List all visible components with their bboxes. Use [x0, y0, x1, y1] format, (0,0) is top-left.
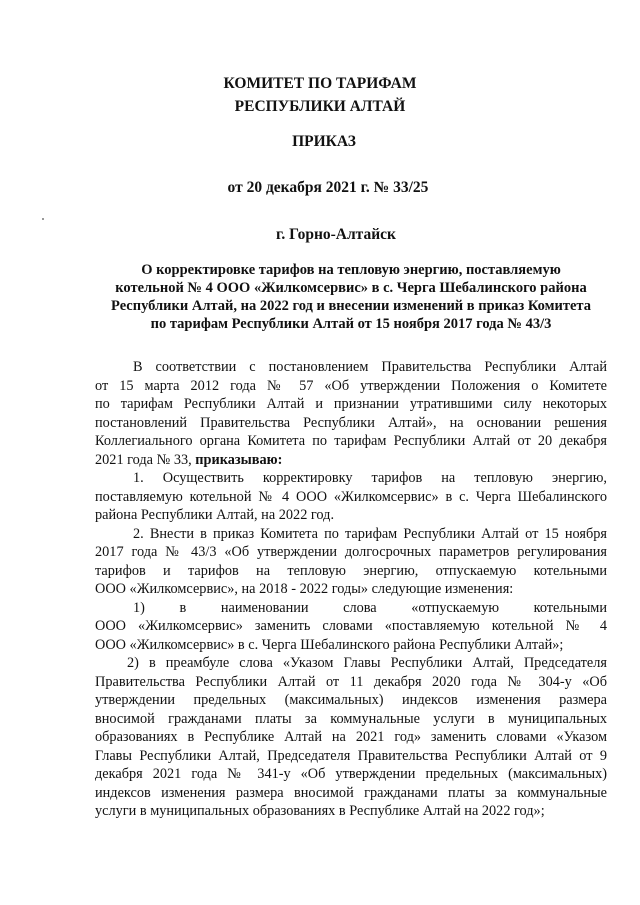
title-line: котельной № 4 ООО «Жилкомсервис» в с. Черга Шебалинского района: [115, 280, 587, 296]
order-verb: приказываю:: [195, 451, 283, 468]
order-body: [95, 358, 607, 821]
body-line: услуги в муниципальных образованиях в Республике Алтай на 2022 год»;: [95, 803, 545, 819]
body-line: 1. Осуществить корректировку тарифов на тепловую энергию,: [133, 470, 607, 486]
org-name-line2: РЕСПУБЛИКИ АЛТАЙ: [234, 98, 406, 115]
body-line: В соответствии с постановлением Правительства Республики Алтай: [133, 359, 607, 375]
title-line: О корректировке тарифов на тепловую энергию, поставляемую: [141, 262, 561, 278]
order-title: [96, 261, 606, 333]
body-line: по тарифам Республики Алтай и признании утратившими силу некоторых: [95, 396, 607, 412]
body-line: района Республики Алтай, на 2022 год.: [95, 507, 335, 523]
title-line: Республики Алтай, на 2022 год и внесении изменений в приказ Комитета: [111, 298, 591, 314]
org-name-line1: КОМИТЕТ ПО ТАРИФАМ: [223, 75, 417, 92]
body-line: 2017 года № 43/3 «Об утверждении долгосрочных параметров регулирования: [95, 544, 607, 560]
date-number: от 20 декабря 2021 г. № 33/25: [227, 179, 429, 196]
body-line: образованиях в Республике Алтай на 2021 год» заменить словами «Указом: [95, 729, 607, 745]
doc-type: ПРИКАЗ: [292, 133, 356, 150]
body-line: индексов изменения размера вносимой гражданами платы за коммунальные: [95, 784, 607, 801]
body-line: Коллегиального органа Комитета по тарифам Республики Алтай от 20 декабря: [95, 433, 607, 449]
body-line: ООО «Жилкомсервис», на 2018 - 2022 годы» следующие изменения:: [95, 581, 514, 597]
body-line: постановлений Правительства Республики Алтай», на основании решения: [95, 414, 607, 431]
body-line: Главы Республики Алтай, Председателя Правительства Республики Алтай от 9: [95, 747, 607, 764]
body-line: поставляемую котельной № 4 ООО «Жилкомсервис» в с. Черга Шебалинского: [95, 488, 607, 505]
body-line: ООО «Жилкомсервис» заменить словами «поставляемую котельной № 4: [95, 618, 607, 634]
body-line: утверждении предельных (максимальных) индексов изменения размера: [95, 692, 607, 708]
body-line: [95, 451, 607, 470]
title-line: по тарифам Республики Алтай от 15 ноября 2017 года № 43/3: [150, 316, 552, 332]
body-line: от 15 марта 2012 года № 57 «Об утверждении Положения о Комитете: [95, 377, 607, 394]
body-line: 2) в преамбуле слова «Указом Главы Республики Алтай, Председателя: [127, 655, 607, 671]
scan-mark: [42, 218, 44, 220]
body-line: декабря 2021 года № 341-у «Об утверждении предельных (максимальных): [95, 766, 607, 782]
body-line: ООО «Жилкомсервис» в с. Черга Шебалинского района Республики Алтай»;: [95, 636, 564, 653]
body-line: Правительства Республики Алтай от 11 декабря 2020 года № 304-у «Об: [95, 673, 607, 690]
body-line: 2. Внести в приказ Комитета по тарифам Республики Алтай от 15 ноября: [133, 525, 607, 542]
body-line: тарифов и тарифов на тепловую энергию, отпускаемую котельными: [95, 562, 607, 579]
body-line: 1) в наименовании слова «отпускаемую котельными: [133, 599, 607, 616]
city: г. Горно-Алтайск: [276, 226, 396, 243]
body-line: вносимой гражданами платы за коммунальные услуги в муниципальных: [95, 710, 607, 727]
body-line-part: 2021 года № 33,: [95, 451, 192, 468]
